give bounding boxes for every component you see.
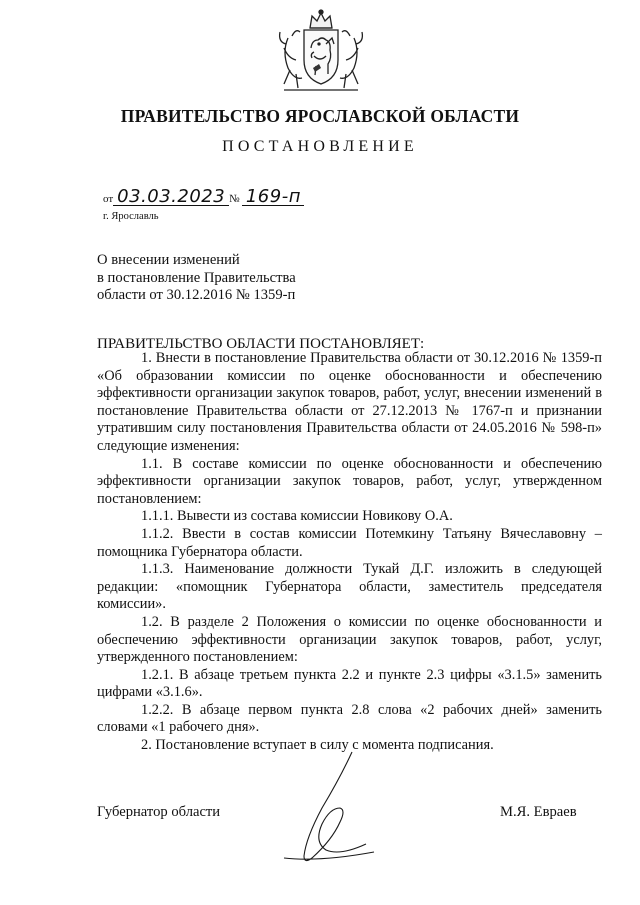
paragraph: 1.2.2. В абзаце первом пункта 2.8 слова «2 рабочих дней» заменить словами «1 рабочего дня».: [97, 701, 602, 736]
paragraph: 1.1.3. Наименование должности Тукай Д.Г. изложить в следующей редакции: «помощник Губернатора области, заместитель председателя комиссии».: [97, 561, 602, 613]
subject-line: О внесении изменений: [97, 252, 240, 268]
document-subject: [97, 252, 296, 305]
subject-line: в постановление Правительства: [97, 269, 296, 286]
handwritten-signature: [270, 748, 380, 866]
paragraph: 2. Постановление вступает в силу с момента подписания.: [141, 737, 494, 754]
paragraph: 1.2. В разделе 2 Положения о комиссии по оценке обоснованности и обеспечению эффективности организации закупок товаров, работ, услуг, утвержденного постановлением:: [97, 613, 602, 666]
paragraph: 1.2.1. В абзаце третьем пункта 2.2 и пункте 2.3 цифры «3.1.5» заменить цифрами «3.1.6».: [97, 666, 602, 701]
document-number: 169-п: [242, 188, 304, 206]
subject-line: области от 30.12.2016 № 1359-п: [97, 287, 296, 303]
dateline: [103, 188, 304, 206]
city: г. Ярославль: [103, 211, 159, 222]
document-body: [97, 350, 602, 755]
resolves-heading: ПРАВИТЕЛЬСТВО ОБЛАСТИ ПОСТАНОВЛЯЕТ:: [97, 336, 425, 352]
paragraph: 1. Внести в постановление Правительства области от 30.12.2016 № 1359-п «Об образовании комиссии по оценке обоснованности и обеспечению эффективности организации закупок товаров, работ, услуг, внесении изменений в постановление Правительства области от 27.12.2013 № 1767-п и признании утратившим силу постановления Правительства области от 24.05.2016 № 598-п» следующие изменения:: [97, 350, 602, 454]
signatory-position: Губернатор области: [97, 804, 221, 820]
document-type: ПОСТАНОВЛЕНИЕ: [222, 138, 418, 155]
paragraph: 1.1.1. Вывести из состава комиссии Новикову О.А.: [141, 508, 453, 525]
number-label: №: [229, 193, 240, 205]
signatory-name: М.Я. Евраев: [500, 804, 577, 820]
government-title: ПРАВИТЕЛЬСТВО ЯРОСЛАВСКОЙ ОБЛАСТИ: [120, 106, 520, 126]
paragraph: 1.1. В составе комиссии по оценке обоснованности и обеспечению эффективности организации закупок товаров, работ, услуг, утвержденном постановлением:: [97, 455, 602, 507]
coat-of-arms-emblem: [274, 8, 368, 94]
document-date: 03.03.2023: [113, 188, 229, 206]
paragraph: 1.1.2. Ввести в состав комиссии Потемкину Татьяну Вячеславовну – помощника Губернатора области.: [97, 525, 602, 560]
date-from-label: от: [103, 193, 114, 205]
